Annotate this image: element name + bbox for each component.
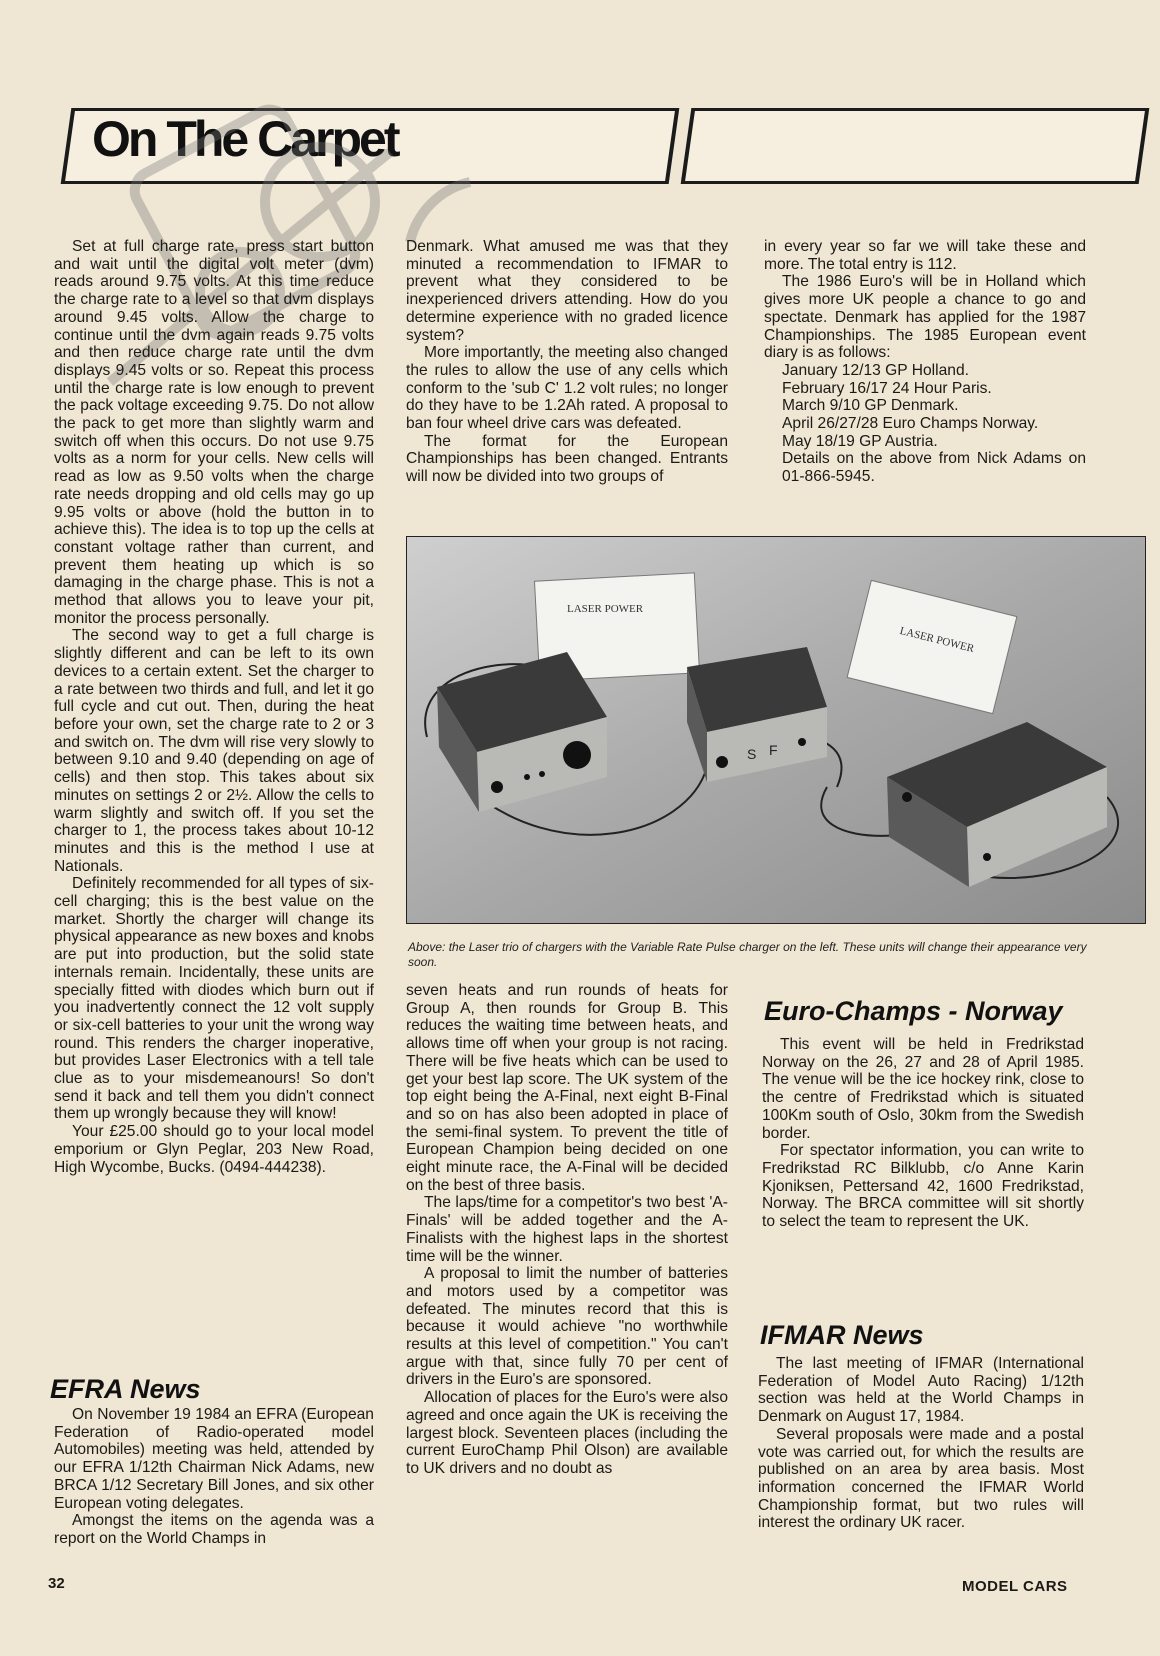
photo-caption: Above: the Laser trio of chargers with the Variable Rate Pulse charger on the left. These units will change their appearance very soon.	[408, 940, 1087, 969]
diary-item: May 18/19 GP Austria.	[782, 432, 938, 450]
diary-item: April 26/27/28 Euro Champs Norway.	[782, 415, 1039, 433]
paragraph: A proposal to limit the number of batteries and motors used by a competitor was defeated. The minutes record that this is because it would achieve "no worthwhile results at this level of competition." You can't argue with that, since fully 70 per cent of drivers in the Euro's are sponsored.	[406, 1265, 728, 1389]
diary-item: March 9/10 GP Denmark.	[782, 397, 959, 415]
paragraph: The second way to get a full charge is slightly different and can be left to its own devices to a certain extent. Set the charger to a rate between two thirds and full, and let it go full cycle and cut out. Then, during the heat before your own, set the charge rate to 2 or 3 and switch on. The dvm will rise very slowly to between 9.10 and 9.40 (depending on age of cells) and then stop. This takes about six minutes on settings 2 or 2½. Allow the cells to warm slightly and switch off. If you set the charger to 1, the process takes about 10-12 minutes and this is the method I use at Nationals.	[54, 627, 374, 875]
paragraph: For spectator information, you can write to Fredrikstad RC Bilklubb, c/o Anne Karin Kjoniksen, Pettersand 42, 1600 Fredrikstad, Norway. The BRCA committee will sit shortly to select the team to represent the UK.	[762, 1142, 1084, 1231]
empty-banner	[681, 108, 1150, 184]
magazine-name: MODEL CARS	[962, 1578, 1068, 1595]
paragraph: The format for the European Championships has been changed. Entrants will now be divided into two groups of	[406, 432, 728, 486]
paragraph: Denmark. What amused me was that they minuted a recommendation to IFMAR to prevent what they considered to be inexperienced drivers attending. How do you determine experience with no graded licence system?	[406, 238, 728, 344]
diary-item: February 16/17 24 Hour Paris.	[782, 379, 992, 397]
paragraph: Several proposals were made and a postal vote was carried out, for which the results are published on an area by area basis. Most information concerned the IFMAR World Championship format, but two rules will interest the ordinary UK racer.	[758, 1425, 1084, 1532]
efra-column	[54, 1406, 374, 1548]
paragraph: This event will be held in Fredrikstad Norway on the 26, 27 and 28 of April 1985. The venue will be the ice hockey rink, close to the centre of Fredrikstad which is situated 100Km south of Oslo, 30km from the Swedish border.	[762, 1036, 1084, 1142]
efra-heading: EFRA News	[50, 1374, 201, 1404]
column-1	[54, 238, 374, 1176]
svg-text:F: F	[769, 742, 778, 758]
card-text: LASER POWER	[898, 624, 976, 656]
column-3-top	[764, 238, 1086, 486]
paragraph: More importantly, the meeting also changed the rules to allow the use of any cells which conform to the 'sub C' 1.2 volt rules; no longer do they have to be 1.2Ah rated. A proposal to ban four wheel drive cars was defeated.	[406, 344, 728, 433]
euro-champs-heading: Euro-Champs - Norway	[764, 996, 1063, 1026]
svg-text:S: S	[747, 746, 757, 762]
column-2-top	[406, 238, 728, 486]
paragraph: Definitely recommended for all types of six-cell charging; this is the best value on the market. Shortly the charger will change its physical appearance as new boxes and knobs are put into production, but the solid state internals remain. Incidentally, these units are specially fitted with diodes which burn out if you inadvertently connect the 12 volt supply or six-cell batteries to your unit the wrong way round. This renders the charger inoperative, but provides Laser Electronics with a tell tale clue as to your misdemeanours! So don't send it back and tell them you didn't connect them up wrongly because they will know!	[54, 875, 374, 1123]
paragraph: Your £25.00 should go to your local model emporium or Glyn Peglar, 203 New Road, High Wycombe, Bucks. (0494-444238).	[54, 1123, 374, 1176]
paragraph: Set at full charge rate, press start button and wait until the digital volt meter (dvm) reads around 9.75 volts. At this time reduce the charge rate to a level so that dvm displays around 9.45 volts. Allow the charge to continue until the dvm again reads 9.75 volts and then reduce charge rate until the dvm displays 9.45 volts or so. Repeat this process until the charge rate is low enough to prevent the pack voltage exceeding 9.75. Do not allow the pack to get more than slightly warm and switch off when this occurs. Do not use 9.75 volts as a norm for your cells. New cells will read as low as 9.50 volts when the charge rate needs dropping and old cells may go up 9.95 volts or above (hold the button in to achieve this). The idea is to top up the cells at constant voltage rather than current, and prevent them heating up which is so damaging in the charge phase. This is not a method that allows you to leave your pit, monitor the process personally.	[54, 238, 374, 627]
event-diary	[764, 362, 1086, 486]
card-text: LASER POWER	[567, 603, 644, 615]
page-number: 32	[48, 1575, 65, 1592]
paragraph: The last meeting of IFMAR (International Federation of Model Auto Racing) 1/12th section was held at the World Champs in Denmark on August 17, 1984.	[758, 1355, 1084, 1426]
diary-item: Details on the above from Nick Adams on 01-866-5945.	[782, 450, 1086, 486]
chargers-photo	[406, 536, 1146, 924]
paragraph: Allocation of places for the Euro's were also agreed and once again the UK is receiving the largest block. Seventeen places (including the current EuroChamp Phil Olson) are available to UK drivers and no doubt as	[406, 1389, 728, 1477]
paragraph: Amongst the items on the agenda was a report on the World Champs in	[54, 1512, 374, 1547]
paragraph: The 1986 Euro's will be in Holland which gives more UK people a chance to go and spectate. Denmark has applied for the 1987 Championships. The 1985 European event diary is as follows:	[764, 273, 1086, 362]
paragraph: On November 19 1984 an EFRA (European Federation of Radio-operated model Automobiles) meeting was held, attended by our EFRA 1/12th Chairman Nick Adams, new BRCA 1/12 Secretary Bill Jones, and six other European voting delegates.	[54, 1406, 374, 1512]
column-2-bottom	[406, 982, 728, 1478]
page-title: On The Carpet	[92, 111, 398, 167]
ifmar-column	[758, 1355, 1084, 1532]
paragraph: The laps/time for a competitor's two best 'A-Finals' will be added together and the A-Finalists with the highest laps in the shortest time will be the winner.	[406, 1194, 728, 1265]
paragraph: in every year so far we will take these and more. The total entry is 112.	[764, 238, 1086, 273]
diary-item: January 12/13 GP Holland.	[782, 361, 969, 379]
paragraph: seven heats and run rounds of heats for Group A, then rounds for Group B. This reduces the waiting time between heats, and allows time off when your group is not racing. There will be five heats which can be used to get your best lap score. The UK system of the top eight being the A-Final, next eight B-Final and so on has also been adopted in place of the semi-final system. To prevent the title of European Champion being decided on one eight minute race, the A-Final will be decided on the best of three basis.	[406, 982, 728, 1194]
euro-champs-column	[762, 1036, 1084, 1231]
ifmar-heading: IFMAR News	[760, 1320, 924, 1350]
